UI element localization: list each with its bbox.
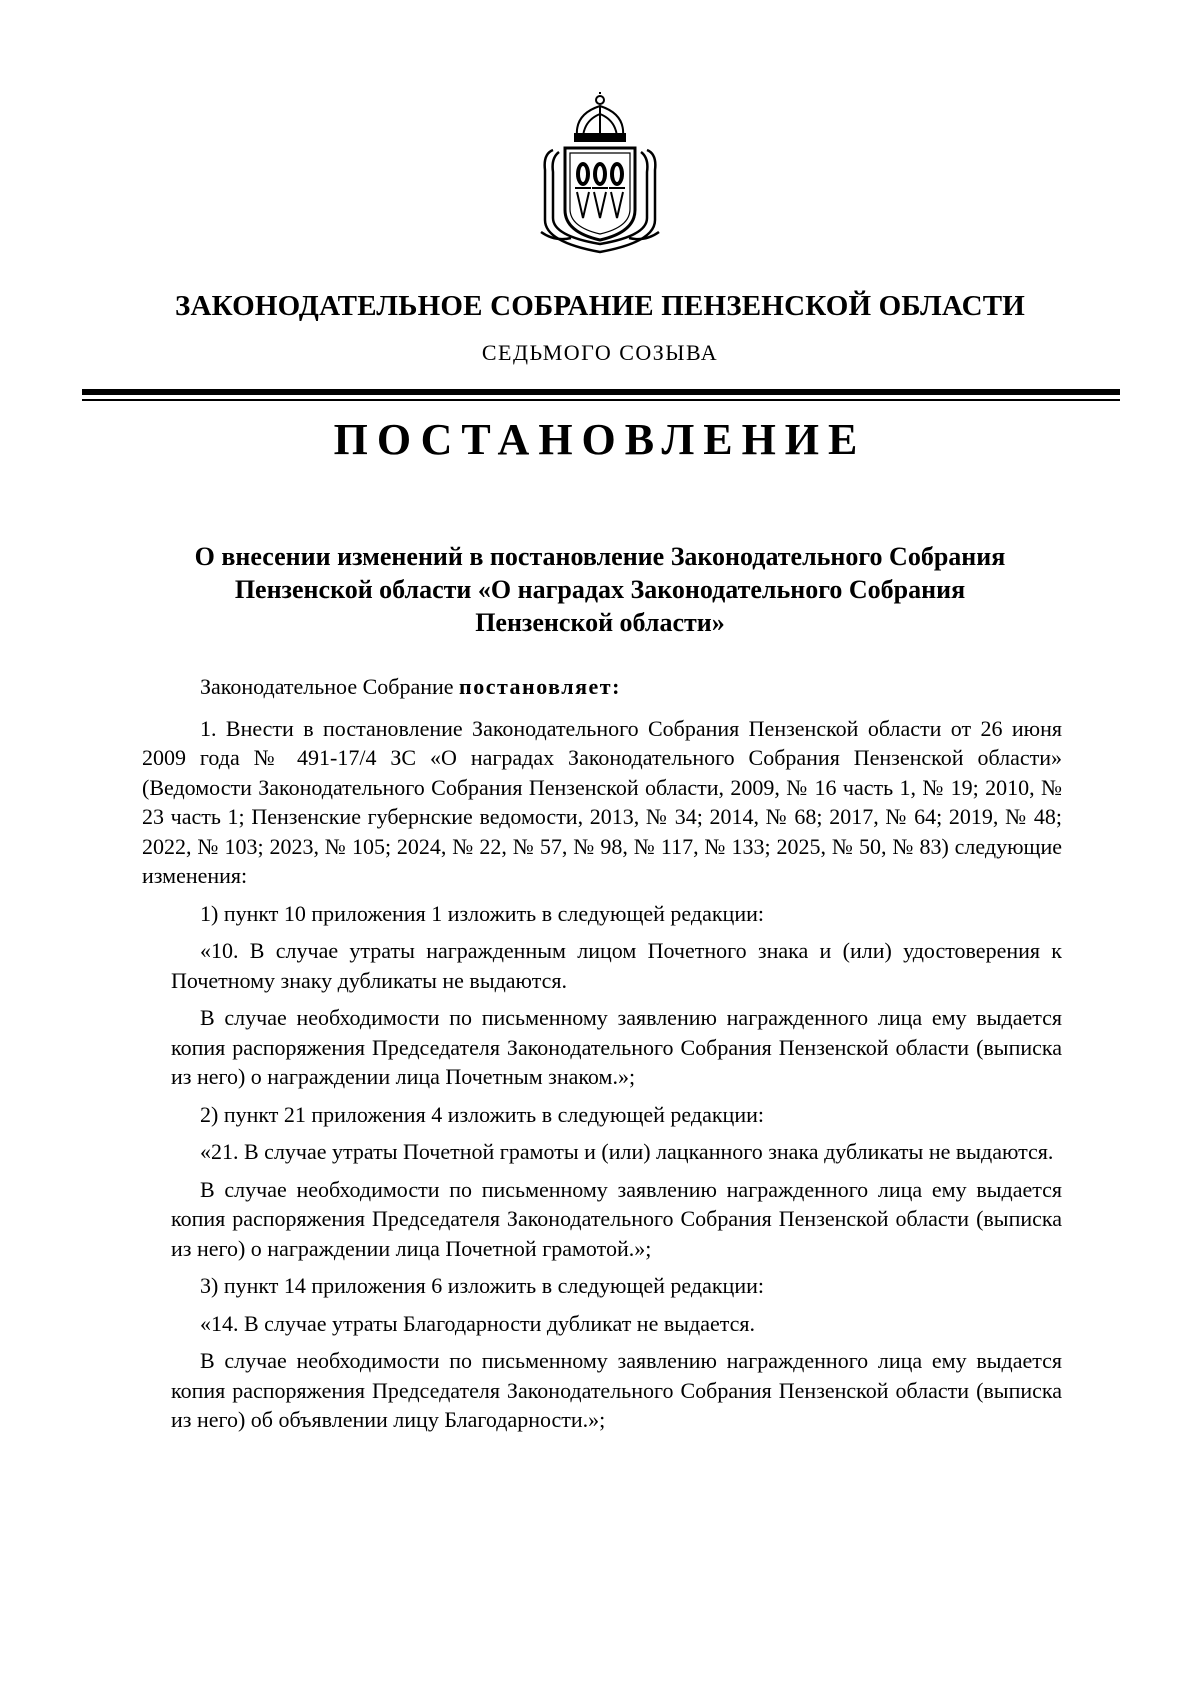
header-divider-thick — [82, 389, 1120, 395]
resolution-verb: постановляет: — [459, 674, 621, 699]
amendment-item-2: 2) пункт 21 приложения 4 изложить в следующей редакции: — [200, 1101, 764, 1127]
convocation-subtitle: СЕДЬМОГО СОЗЫВА — [481, 340, 719, 365]
amendment-3-quote-2: В случае необходимости по письменному заявлению награжденного лица ему выдается копия распоряжения Председателя Законодательного Собрания Пензенской области (выписка из него) об объявлении лицу Благодарности.»; — [171, 1348, 1062, 1432]
amendment-2-quote-1: «21. В случае утраты Почетной грамоты и (или) лацканного знака дубликаты не выдаются. — [200, 1139, 1054, 1164]
document-subject-line: Пензенской области «О наградах Законодательного Собрания — [234, 575, 966, 604]
amendment-item-3: 3) пункт 14 приложения 6 изложить в следующей редакции: — [200, 1273, 764, 1298]
coat-of-arms-icon — [535, 92, 665, 258]
paragraph-1: 1. Внести в постановление Законодательного Собрания Пензенской области от 26 июня 2009 года № 491-17/4 ЗС «О наградах Законодательного Собрания Пензенской области» (Ведомости Законодательного Собрания Пензенской области, 2009, № 16 часть 1, № 19; 2010, № 23 часть 1; Пензенские губернские ведомости, 2013, № 34; 2014, № 68; 2017, № 64; 2019, № 48; 2022, № 103; 2023, № 105; 2024, № 22, № 57, № 98, № 117, № 133; 2025, № 50, № 83) следующие изменения: — [142, 715, 1062, 888]
organization-title: ЗАКОНОДАТЕЛЬНОЕ СОБРАНИЕ ПЕНЗЕНСКОЙ ОБЛАСТИ — [174, 290, 1026, 322]
amendment-1-quote-1: «10. В случае утраты награжденным лицом Почетного знака и (или) удостоверения к Почетному знаку дубликаты не выдаются. — [171, 938, 1062, 993]
resolution-lead-text: Законодательное Собрание — [200, 674, 460, 699]
resolution-lead — [142, 672, 1062, 702]
header-divider-thin — [82, 399, 1120, 401]
amendment-3-quote-1: «14. В случае утраты Благодарности дубликат не выдается. — [200, 1310, 756, 1336]
amendment-2-quote-2: В случае необходимости по письменному заявлению награжденного лица ему выдается копия распоряжения Председателя Законодательного Собрания Пензенской области (выписка из него) о награждении лица Почетной грамотой.»; — [171, 1176, 1062, 1261]
document-subject-line: Пензенской области» — [475, 608, 725, 637]
document-subject-line: О внесении изменений в постановление Законодательного Собрания — [194, 542, 1006, 571]
document-subject — [150, 540, 1050, 639]
document-body — [142, 672, 1062, 1443]
amendment-item-1: 1) пункт 10 приложения 1 изложить в следующей редакции: — [200, 900, 764, 926]
amendment-1-quote-2: В случае необходимости по письменному заявлению награжденного лица ему выдается копия распоряжения Председателя Законодательного Собрания Пензенской области (выписка из него) о награждении лица Почетным знаком.»; — [171, 1005, 1062, 1089]
document-type-title: ПОСТАНОВЛЕНИЕ — [333, 415, 867, 464]
